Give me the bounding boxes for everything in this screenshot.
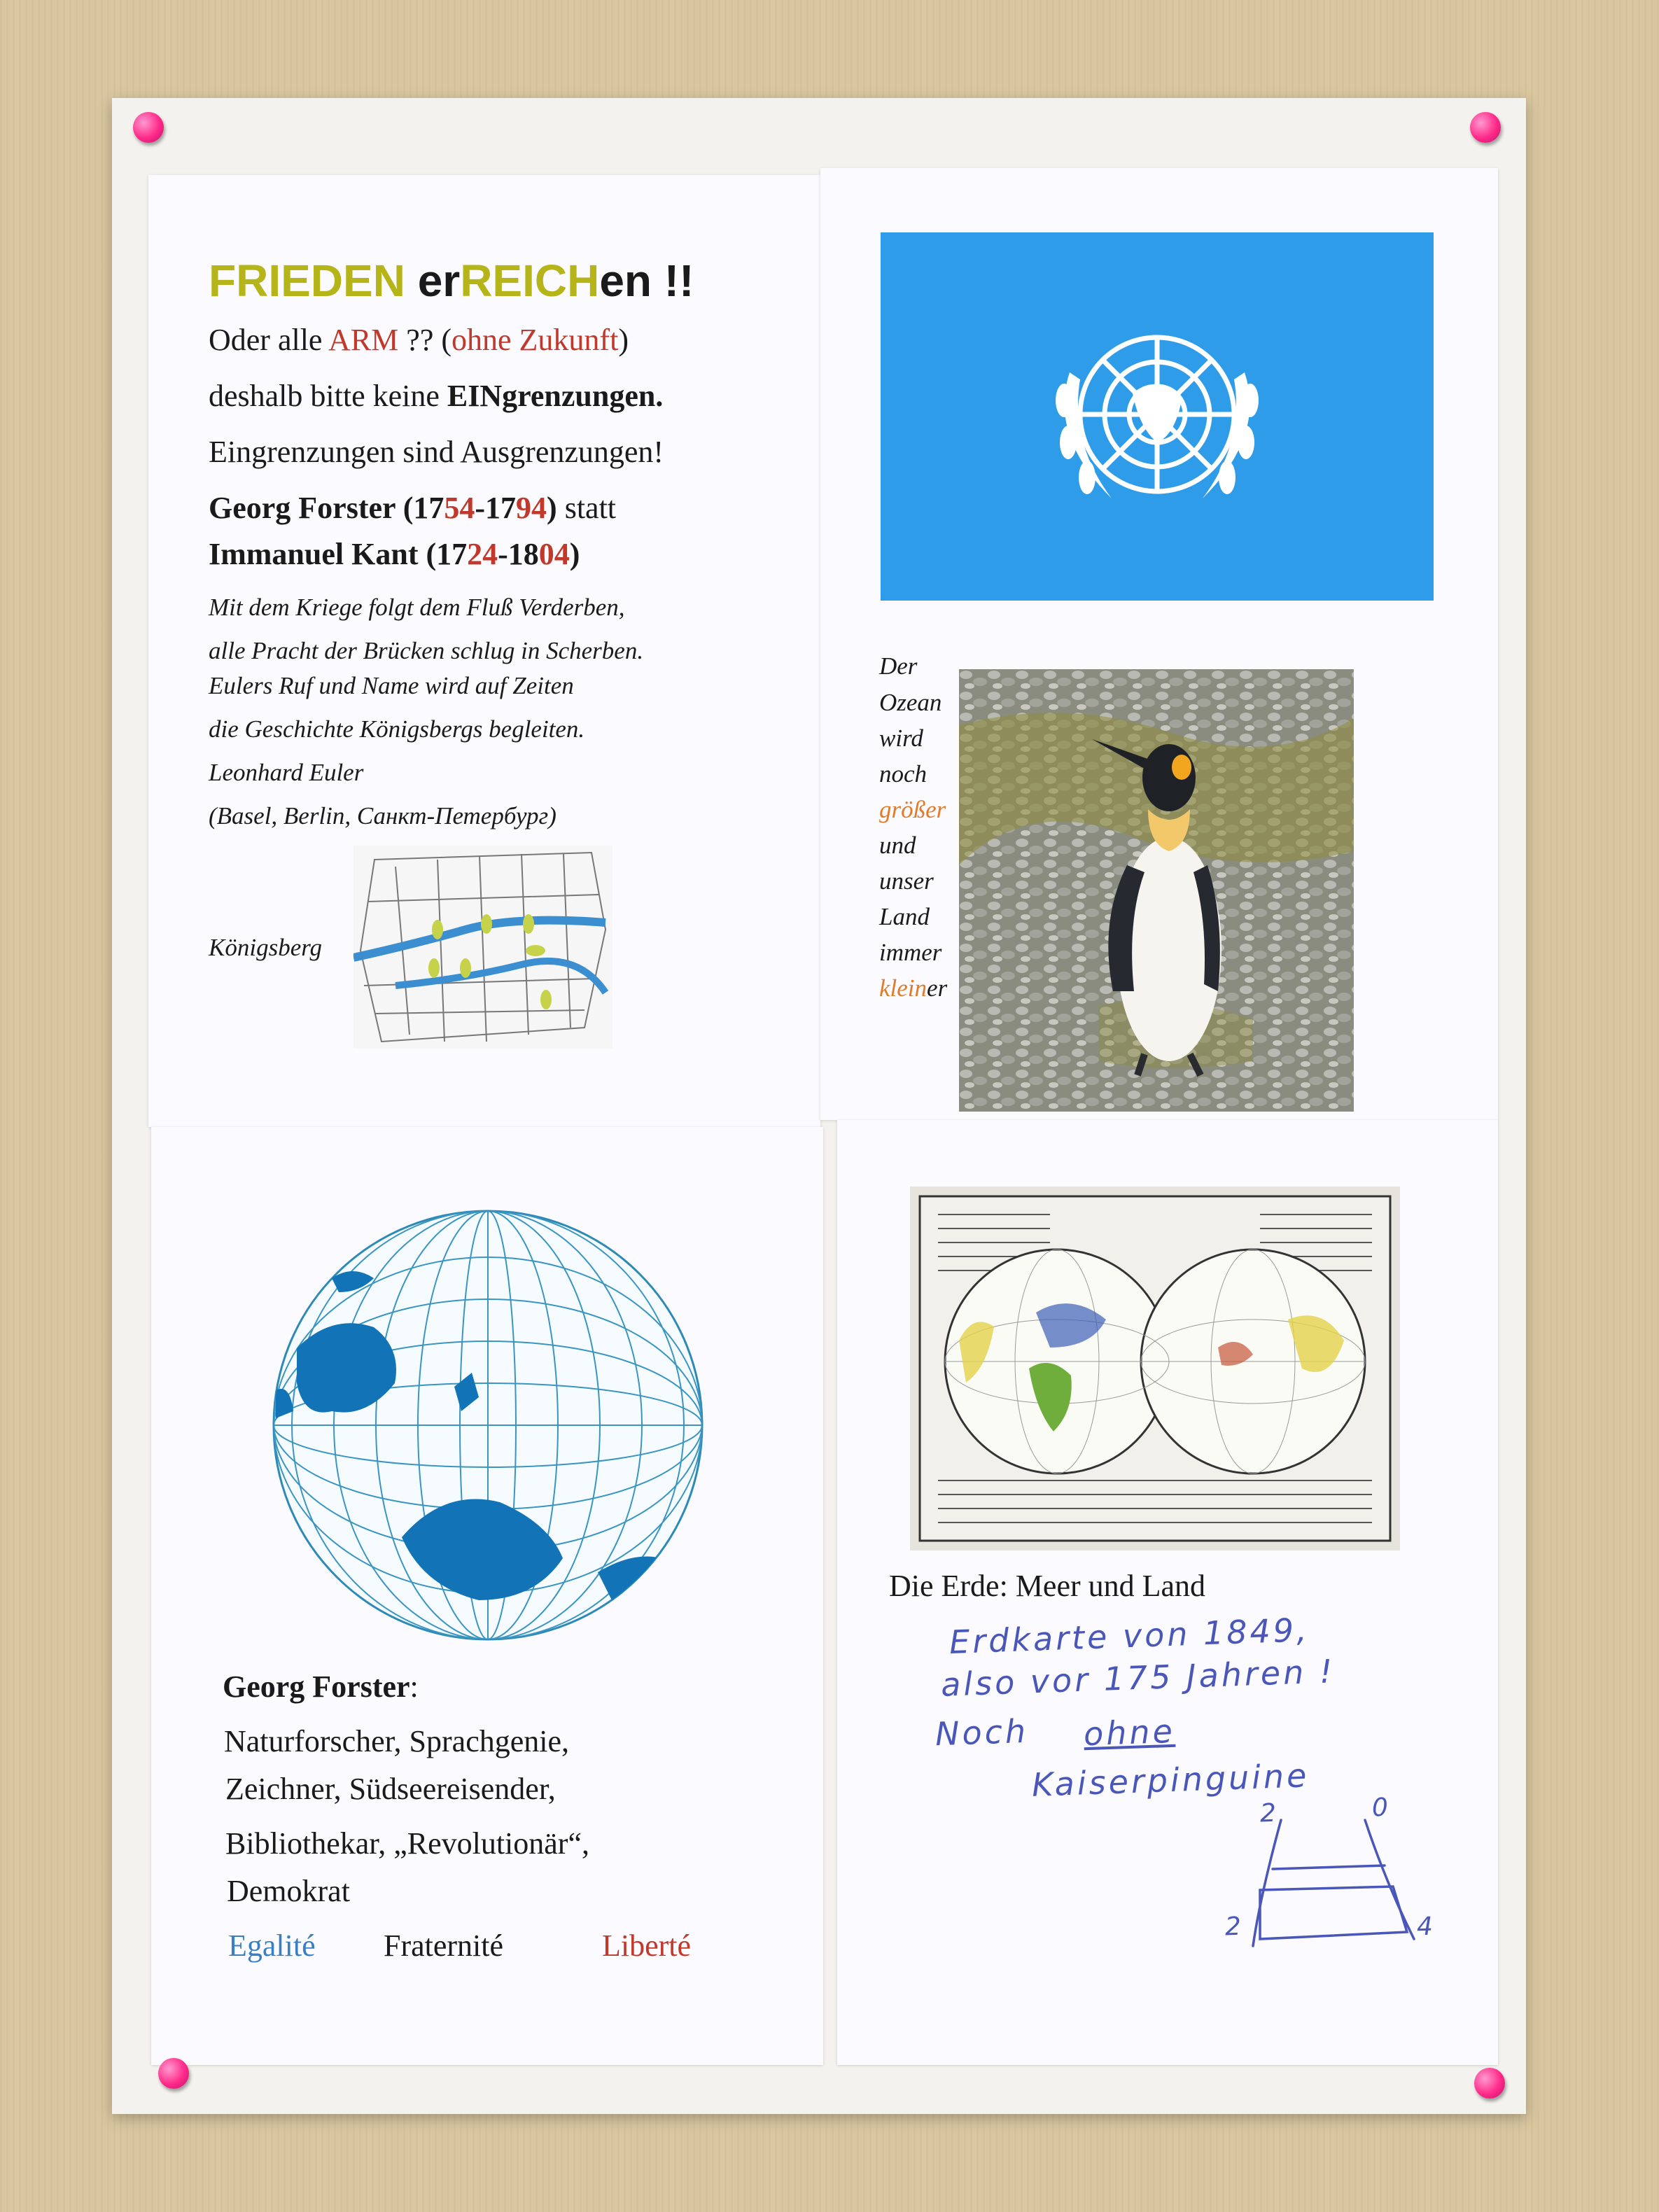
handwritten-note: Kaiserpinguine: [1031, 1756, 1310, 1804]
poem-line: Eulers Ruf und Name wird auf Zeiten: [209, 672, 574, 699]
line-ausgrenzungen: Eingrenzungen sind Ausgrenzungen!: [209, 435, 664, 469]
poem-cities: (Basel, Berlin, Санкт-Петербург): [209, 802, 556, 830]
world-map-1849-image: [910, 1186, 1400, 1550]
line-eingrenzungen: deshalb bitte keine EINgrenzungen.: [209, 379, 664, 413]
motto-liberte: Liberté: [602, 1928, 692, 1963]
line-arm: Oder alle ARM ?? (ohne Zukunft): [209, 323, 629, 357]
ocean-word: noch: [879, 760, 927, 788]
map-caption: Die Erde: Meer und Land: [889, 1569, 1206, 1603]
ocean-word: unser: [879, 867, 934, 895]
poem-author: Leonhard Euler: [209, 759, 364, 786]
pushpin-icon: [1470, 112, 1501, 143]
forster-bio-line: Bibliothekar, „Revolutionär“,: [225, 1826, 589, 1861]
motto-fraternite: Fraternité: [384, 1928, 504, 1963]
ocean-word: Der: [879, 652, 918, 680]
forster-bio-line: Zeichner, Südseereisender,: [225, 1772, 556, 1806]
ocean-word: größer: [879, 796, 946, 823]
sketch-label: 2: [1224, 1912, 1245, 1942]
sketch-label: 4: [1416, 1912, 1436, 1942]
ocean-word: wird: [879, 724, 923, 752]
handwritten-note-underlined: ohne: [1083, 1712, 1176, 1754]
poem-line: die Geschichte Königsbergs begleiten.: [209, 715, 585, 743]
motto-egalite: Egalité: [228, 1928, 316, 1963]
headline: FRIEDEN erREICHen !!: [209, 255, 694, 306]
koenigsberg-bridges-map-image: [354, 846, 612, 1049]
ocean-word: immer: [879, 939, 942, 966]
handwritten-note: Noch: [934, 1712, 1029, 1754]
un-flag-image: [881, 232, 1434, 601]
line-forster: Georg Forster (1754-1794) statt: [209, 491, 617, 525]
forster-bio-line: Naturforscher, Sprachgenie,: [224, 1724, 570, 1758]
ocean-word: Ozean: [879, 689, 942, 716]
sketch-label: 0: [1371, 1793, 1392, 1823]
pushpin-icon: [1474, 2068, 1505, 2099]
forster-bio-line: Demokrat: [227, 1874, 350, 1908]
penguin-photo: [959, 669, 1354, 1112]
un-emblem-icon: [881, 232, 1434, 601]
handwritten-note: Erdkarte von 1849,: [948, 1611, 1310, 1661]
ocean-word-last: kleiner: [879, 974, 948, 1002]
ocean-word: und: [879, 832, 916, 859]
globe-antarctica-image: [269, 1208, 707, 1642]
handwritten-note: also vor 175 Jahren !: [940, 1652, 1336, 1704]
forster-title: Georg Forster:: [223, 1670, 419, 1704]
pushpin-icon: [158, 2058, 189, 2089]
line-kant: Immanuel Kant (1724-1804): [209, 537, 580, 571]
ocean-word: Land: [879, 903, 930, 930]
koenigsberg-label: Königsberg: [209, 934, 323, 961]
sketch-label: 2: [1259, 1798, 1280, 1828]
poem-line: alle Pracht der Brücken schlug in Scherben.: [209, 637, 644, 664]
handwritten-sketch: [1218, 1799, 1449, 1967]
pushpin-icon: [133, 112, 164, 143]
poem-line: Mit dem Kriege folgt dem Fluß Verderben,: [209, 594, 625, 621]
